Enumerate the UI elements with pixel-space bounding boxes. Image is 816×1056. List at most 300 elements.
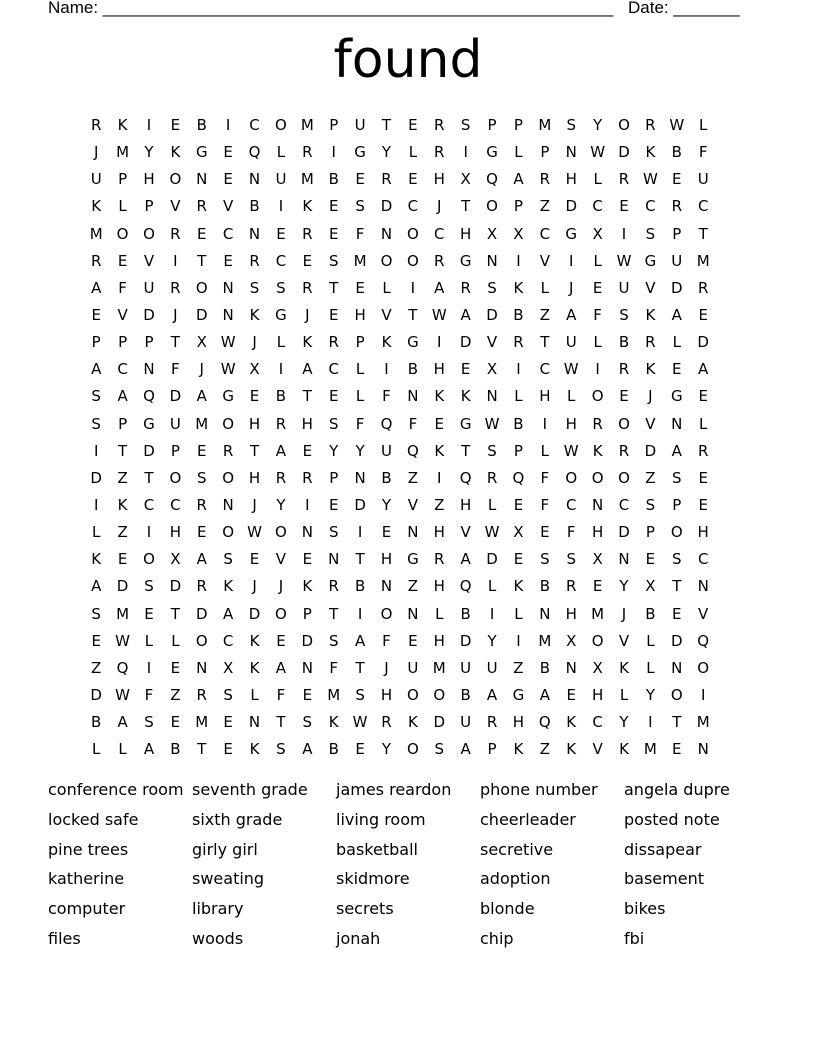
grid-letter: H bbox=[565, 170, 577, 189]
grid-letter: R bbox=[90, 251, 102, 270]
grid-letter: P bbox=[487, 116, 497, 134]
grid-letter: H bbox=[433, 631, 445, 650]
word-list-item: locked safe bbox=[48, 809, 139, 829]
grid-letter: B bbox=[513, 414, 524, 433]
grid-letter: R bbox=[592, 414, 603, 433]
grid-letter: D bbox=[644, 441, 657, 460]
grid-letter: D bbox=[90, 468, 102, 487]
grid-letter: P bbox=[170, 441, 180, 460]
word-list-item: chip bbox=[480, 928, 514, 948]
grid-letter: K bbox=[407, 713, 418, 732]
grid-letter: O bbox=[565, 468, 578, 487]
grid-letter: F bbox=[408, 414, 418, 433]
grid-letter: I bbox=[489, 604, 495, 623]
grid-row bbox=[83, 248, 716, 275]
grid-letter: E bbox=[698, 468, 708, 487]
grid-letter: R bbox=[249, 251, 260, 270]
grid-letter: E bbox=[170, 713, 181, 732]
grid-letter: T bbox=[249, 441, 260, 460]
grid-letter: L bbox=[355, 387, 365, 406]
grid-letter: A bbox=[460, 550, 471, 569]
grid-letter: L bbox=[593, 333, 602, 352]
grid-letter: E bbox=[645, 550, 656, 569]
grid-letter: X bbox=[170, 550, 181, 569]
grid-letter: R bbox=[539, 170, 551, 189]
grid-letter: X bbox=[249, 360, 260, 379]
grid-letter: M bbox=[195, 713, 209, 732]
grid-letter: L bbox=[487, 495, 497, 514]
grid-letter: L bbox=[487, 577, 497, 596]
grid-letter: L bbox=[118, 740, 127, 759]
grid-letter: H bbox=[143, 170, 155, 189]
grid-letter: S bbox=[672, 468, 682, 487]
grid-letter: E bbox=[619, 387, 629, 406]
grid-letter: P bbox=[118, 414, 128, 433]
grid-letter: R bbox=[697, 278, 709, 297]
grid-letter: A bbox=[354, 631, 366, 650]
grid-letter: O bbox=[670, 685, 683, 704]
grid-letter: M bbox=[591, 604, 605, 623]
grid-letter: O bbox=[275, 523, 287, 542]
grid-letter: Y bbox=[355, 441, 365, 460]
grid-letter: M bbox=[538, 631, 552, 650]
grid-letter: D bbox=[433, 713, 446, 732]
grid-letter: N bbox=[565, 143, 577, 162]
grid-letter: H bbox=[565, 604, 577, 623]
grid-letter: B bbox=[170, 740, 181, 759]
grid-letter: F bbox=[144, 685, 154, 704]
grid-row bbox=[83, 519, 716, 546]
grid-letter: S bbox=[355, 685, 365, 704]
grid-row bbox=[83, 411, 716, 438]
grid-letter: T bbox=[408, 305, 418, 324]
grid-letter: X bbox=[486, 224, 498, 243]
grid-letter: H bbox=[591, 523, 604, 542]
grid-letter: E bbox=[276, 224, 286, 243]
word-list-item: cheerleader bbox=[480, 809, 576, 829]
grid-letter: R bbox=[460, 278, 471, 297]
grid-letter: E bbox=[117, 251, 128, 270]
grid-letter: L bbox=[144, 631, 154, 650]
grid-letter: N bbox=[222, 278, 234, 297]
grid-letter: J bbox=[437, 197, 442, 216]
grid-letter: C bbox=[592, 713, 603, 732]
grid-letter: D bbox=[301, 631, 314, 650]
grid-letter: E bbox=[540, 523, 550, 542]
grid-letter: V bbox=[592, 740, 603, 759]
grid-letter: O bbox=[169, 468, 182, 487]
grid-letter: E bbox=[170, 116, 181, 134]
grid-letter: U bbox=[460, 713, 472, 732]
grid-letter: P bbox=[513, 197, 523, 216]
grid-letter: E bbox=[328, 224, 339, 243]
grid-letter: Z bbox=[539, 305, 550, 324]
grid-letter: R bbox=[381, 170, 392, 189]
grid-letter: E bbox=[672, 604, 682, 623]
grid-letter: A bbox=[91, 278, 102, 297]
grid-letter: C bbox=[618, 495, 630, 514]
grid-letter: W bbox=[220, 360, 236, 379]
grid-letter: B bbox=[671, 143, 682, 162]
grid-letter: H bbox=[565, 414, 577, 433]
grid-letter: T bbox=[698, 224, 708, 243]
grid-letter: D bbox=[697, 333, 709, 352]
grid-letter: H bbox=[354, 305, 366, 324]
grid-row bbox=[83, 655, 716, 682]
grid-letter: O bbox=[406, 251, 419, 270]
grid-letter: P bbox=[540, 143, 550, 162]
grid-letter: D bbox=[671, 278, 683, 297]
grid-letter: N bbox=[196, 658, 208, 677]
grid-letter: L bbox=[699, 414, 708, 433]
grid-letter: Q bbox=[380, 414, 393, 433]
grid-letter: A bbox=[196, 387, 207, 406]
grid-letter: L bbox=[514, 387, 523, 406]
word-list bbox=[48, 778, 768, 957]
grid-letter: O bbox=[591, 631, 604, 650]
grid-letter: K bbox=[645, 143, 656, 162]
grid-letter: A bbox=[434, 278, 445, 297]
grid-letter: A bbox=[91, 577, 102, 596]
grid-letter: D bbox=[143, 441, 155, 460]
grid-letter: G bbox=[486, 143, 498, 162]
word-list-item: files bbox=[48, 928, 81, 948]
grid-letter: E bbox=[144, 604, 154, 623]
grid-row bbox=[83, 709, 716, 736]
grid-letter: T bbox=[355, 658, 365, 677]
grid-letter: E bbox=[619, 197, 629, 216]
grid-letter: F bbox=[118, 278, 127, 297]
word-list-item: skidmore bbox=[336, 869, 410, 889]
grid-letter: U bbox=[618, 278, 630, 297]
grid-letter: A bbox=[91, 360, 102, 379]
grid-letter: Q bbox=[538, 713, 551, 732]
grid-letter: U bbox=[565, 333, 577, 352]
grid-letter: U bbox=[460, 658, 472, 677]
grid-letter: V bbox=[539, 251, 550, 270]
grid-letter: K bbox=[434, 387, 445, 406]
grid-letter: W bbox=[352, 713, 368, 732]
header bbox=[48, 0, 748, 18]
grid-letter: T bbox=[144, 468, 154, 487]
grid-letter: T bbox=[540, 333, 550, 352]
grid-letter: D bbox=[459, 333, 472, 352]
word-list-item: secretive bbox=[480, 839, 554, 859]
grid-letter: U bbox=[671, 251, 683, 270]
grid-letter: R bbox=[196, 495, 207, 514]
grid-letter: G bbox=[195, 143, 208, 162]
grid-letter: C bbox=[407, 197, 419, 216]
grid-letter: C bbox=[249, 116, 260, 134]
grid-letter: M bbox=[432, 658, 446, 677]
grid-letter: Q bbox=[143, 387, 155, 406]
grid-letter: C bbox=[697, 550, 709, 569]
grid-row bbox=[83, 302, 716, 329]
grid-letter: V bbox=[381, 305, 392, 324]
grid-letter: A bbox=[513, 170, 524, 189]
grid-letter: G bbox=[407, 333, 419, 352]
grid-letter: X bbox=[460, 170, 471, 189]
grid-letter: K bbox=[513, 577, 524, 596]
grid-letter: I bbox=[437, 468, 442, 487]
grid-letter: S bbox=[328, 251, 339, 270]
grid-letter: V bbox=[223, 197, 234, 216]
grid-letter: Y bbox=[645, 685, 655, 704]
grid-letter: L bbox=[276, 333, 286, 352]
word-list-item: bikes bbox=[624, 899, 666, 919]
grid-letter: I bbox=[331, 143, 336, 162]
grid-letter: C bbox=[222, 224, 234, 243]
grid-letter: F bbox=[593, 305, 602, 324]
grid-letter: D bbox=[354, 495, 366, 514]
grid-letter: P bbox=[118, 333, 128, 352]
grid-letter: Y bbox=[619, 713, 629, 732]
grid-letter: K bbox=[328, 713, 339, 732]
grid-letter: E bbox=[302, 685, 313, 704]
grid-letter: D bbox=[671, 631, 683, 650]
grid-letter: R bbox=[434, 143, 445, 162]
grid-letter: H bbox=[433, 577, 445, 596]
grid-letter: G bbox=[407, 550, 419, 569]
word-list-item: sixth grade bbox=[192, 809, 283, 829]
grid-letter: L bbox=[382, 278, 391, 297]
grid-letter: R bbox=[222, 441, 234, 460]
grid-letter: E bbox=[672, 740, 682, 759]
grid-letter: H bbox=[460, 224, 472, 243]
grid-letter: V bbox=[407, 495, 419, 514]
grid-letter: U bbox=[407, 658, 419, 677]
grid-letter: L bbox=[540, 278, 550, 297]
grid-letter: D bbox=[486, 305, 498, 324]
grid-letter: S bbox=[645, 495, 656, 514]
grid-letter: R bbox=[275, 414, 287, 433]
grid-letter: V bbox=[117, 305, 128, 324]
grid-letter: G bbox=[354, 143, 366, 162]
grid-letter: O bbox=[380, 251, 393, 270]
grid-letter: Y bbox=[329, 441, 339, 460]
grid-letter: I bbox=[410, 278, 416, 297]
grid-letter: K bbox=[381, 333, 392, 352]
grid-letter: B bbox=[381, 468, 392, 487]
grid-letter: T bbox=[302, 387, 312, 406]
grid-letter: Q bbox=[116, 658, 129, 677]
grid-letter: A bbox=[302, 740, 313, 759]
grid-letter: S bbox=[619, 305, 629, 324]
grid-letter: N bbox=[407, 523, 419, 542]
grid-letter: O bbox=[143, 550, 155, 569]
grid-letter: T bbox=[355, 550, 365, 569]
grid-letter: B bbox=[460, 685, 471, 704]
grid-letter: L bbox=[699, 116, 708, 134]
grid-letter: W bbox=[247, 523, 262, 542]
word-list-item: angela dupre bbox=[624, 780, 730, 799]
grid-letter: I bbox=[542, 414, 548, 433]
grid-letter: H bbox=[380, 550, 393, 569]
grid-letter: N bbox=[671, 658, 683, 677]
grid-letter: E bbox=[460, 360, 471, 379]
grid-letter: A bbox=[486, 685, 498, 704]
grid-letter: C bbox=[170, 495, 181, 514]
grid-letter: R bbox=[486, 468, 498, 487]
grid-letter: P bbox=[91, 333, 101, 352]
grid-letter: T bbox=[672, 577, 682, 596]
grid-row bbox=[83, 682, 716, 709]
grid-letter: Z bbox=[407, 577, 419, 596]
grid-letter: R bbox=[196, 577, 207, 596]
grid-letter: B bbox=[539, 577, 550, 596]
grid-letter: A bbox=[275, 658, 287, 677]
grid-letter: C bbox=[592, 197, 603, 216]
grid-letter: O bbox=[195, 631, 208, 650]
grid-letter: C bbox=[697, 197, 709, 216]
grid-letter: S bbox=[276, 740, 286, 759]
grid-letter: E bbox=[698, 387, 708, 406]
grid-letter: M bbox=[327, 685, 341, 704]
grid-letter: V bbox=[645, 414, 656, 433]
grid-letter: N bbox=[143, 360, 155, 379]
grid-letter: J bbox=[384, 658, 389, 677]
grid-letter: L bbox=[92, 523, 101, 542]
grid-letter: D bbox=[618, 523, 630, 542]
grid-letter: F bbox=[355, 414, 365, 433]
word-list-item: dissapear bbox=[624, 839, 702, 859]
grid-letter: R bbox=[618, 360, 630, 379]
grid-letter: N bbox=[380, 577, 393, 596]
grid-letter: G bbox=[459, 414, 472, 433]
grid-letter: Q bbox=[459, 577, 472, 596]
grid-letter: M bbox=[116, 143, 130, 162]
grid-letter: Y bbox=[276, 495, 286, 514]
grid-letter: R bbox=[618, 170, 630, 189]
grid-letter: A bbox=[566, 305, 577, 324]
grid-letter: U bbox=[354, 116, 366, 134]
grid-letter: U bbox=[275, 170, 287, 189]
grid-letter: N bbox=[328, 550, 340, 569]
grid-letter: S bbox=[91, 604, 101, 623]
grid-letter: J bbox=[93, 143, 99, 162]
grid-row bbox=[83, 628, 716, 655]
grid-letter: V bbox=[275, 550, 287, 569]
grid-letter: H bbox=[248, 468, 261, 487]
grid-letter: E bbox=[408, 170, 418, 189]
grid-letter: E bbox=[355, 278, 365, 297]
grid-letter: T bbox=[118, 441, 128, 460]
grid-letter: N bbox=[407, 604, 419, 623]
grid-letter: G bbox=[222, 387, 234, 406]
grid-letter: I bbox=[357, 523, 363, 542]
grid-letter: Z bbox=[407, 468, 419, 487]
grid-letter: L bbox=[514, 604, 523, 623]
grid-letter: E bbox=[91, 305, 101, 324]
grid-letter: U bbox=[169, 414, 181, 433]
grid-letter: K bbox=[249, 658, 260, 677]
grid-letter: N bbox=[592, 495, 604, 514]
grid-letter: J bbox=[305, 305, 310, 324]
grid-letter: R bbox=[645, 333, 656, 352]
grid-letter: E bbox=[328, 387, 339, 406]
grid-letter: M bbox=[696, 251, 710, 270]
grid-letter: L bbox=[646, 658, 655, 677]
grid-letter: I bbox=[93, 495, 99, 514]
grid-letter: N bbox=[301, 658, 313, 677]
grid-letter: T bbox=[197, 251, 207, 270]
grid-letter: R bbox=[275, 468, 287, 487]
grid-letter: H bbox=[512, 713, 525, 732]
grid-letter: T bbox=[672, 713, 682, 732]
grid-letter: X bbox=[592, 224, 603, 243]
grid-letter: O bbox=[618, 414, 630, 433]
grid-letter: A bbox=[539, 685, 550, 704]
grid-letter: S bbox=[672, 550, 682, 569]
grid-letter: I bbox=[516, 631, 521, 650]
grid-letter: T bbox=[329, 604, 339, 623]
grid-letter: X bbox=[513, 224, 524, 243]
grid-letter: P bbox=[513, 116, 523, 134]
grid-letter: M bbox=[195, 414, 209, 433]
grid-letter: W bbox=[590, 143, 606, 162]
grid-letter: B bbox=[539, 658, 550, 677]
word-list-item: adoption bbox=[480, 869, 551, 889]
grid-letter: I bbox=[93, 441, 99, 460]
grid-letter: F bbox=[329, 658, 339, 677]
grid-letter: R bbox=[434, 550, 445, 569]
grid-letter: L bbox=[250, 685, 259, 704]
grid-letter: I bbox=[621, 224, 627, 243]
grid-letter: P bbox=[144, 197, 154, 216]
grid-letter: S bbox=[645, 224, 656, 243]
word-list-item: blonde bbox=[480, 899, 535, 919]
grid-letter: E bbox=[223, 740, 233, 759]
grid-letter: S bbox=[276, 278, 286, 297]
grid-letter: E bbox=[197, 523, 207, 542]
grid-letter: G bbox=[644, 251, 657, 270]
grid-letter: K bbox=[249, 631, 260, 650]
grid-letter: K bbox=[302, 197, 313, 216]
word-list-item: jonah bbox=[336, 928, 381, 948]
grid-letter: N bbox=[222, 305, 234, 324]
grid-letter: W bbox=[115, 631, 130, 650]
grid-letter: O bbox=[222, 468, 235, 487]
grid-letter: W bbox=[642, 170, 658, 189]
grid-letter: F bbox=[355, 224, 365, 243]
word-list-item: conference room bbox=[48, 780, 184, 799]
grid-row bbox=[83, 736, 716, 763]
grid-letter: S bbox=[355, 197, 365, 216]
grid-letter: H bbox=[380, 685, 393, 704]
grid-letter: S bbox=[144, 713, 154, 732]
grid-letter: L bbox=[540, 441, 550, 460]
grid-letter: K bbox=[434, 441, 445, 460]
grid-letter: D bbox=[169, 387, 182, 406]
grid-letter: I bbox=[278, 197, 284, 216]
grid-letter: I bbox=[569, 251, 574, 270]
grid-letter: S bbox=[249, 278, 260, 297]
grid-letter: R bbox=[513, 333, 524, 352]
grid-letter: K bbox=[91, 550, 102, 569]
grid-letter: J bbox=[252, 333, 257, 352]
grid-letter: Z bbox=[117, 468, 128, 487]
grid-letter: V bbox=[698, 604, 709, 623]
name-field-label: Name: ______________________________________________________ bbox=[48, 0, 614, 17]
grid-letter: E bbox=[513, 495, 524, 514]
date-field-label: Date: _______ bbox=[628, 0, 740, 17]
grid-letter: P bbox=[355, 333, 365, 352]
grid-letter: M bbox=[643, 740, 657, 759]
grid-letter: L bbox=[619, 685, 629, 704]
grid-letter: L bbox=[171, 631, 180, 650]
grid-letter: K bbox=[302, 577, 313, 596]
grid-letter: E bbox=[223, 170, 233, 189]
